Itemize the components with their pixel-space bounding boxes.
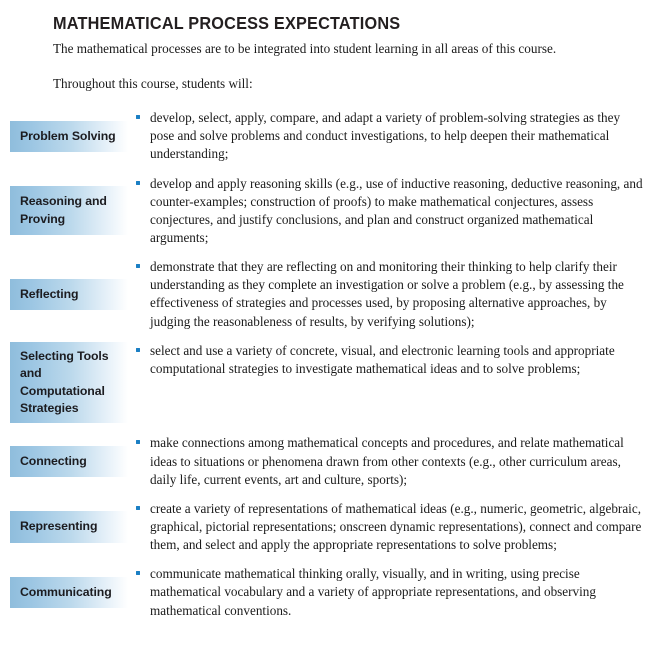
process-row-representing — [0, 500, 655, 554]
bullet-dot-icon — [136, 506, 140, 510]
bullet-item — [136, 109, 645, 163]
process-text-connecting: make connections among mathematical concepts and procedures, and relate mathematical ideas to situations or phenomena drawn from other contexts (e.g., other curriculum areas, daily life, current events, art and culture, sports); — [150, 435, 624, 487]
page-title: MATHEMATICAL PROCESS EXPECTATIONS — [53, 13, 401, 33]
process-text-reflecting: demonstrate that they are reflecting on and monitoring their thinking to help clarify their understanding as they complete an investigation or solve a problem (e.g., by assessing the effectiveness of strategies and processes used, by proposing alternative approaches, by judging the reasonableness of results, by verifying solutions); — [150, 259, 624, 329]
process-list — [0, 109, 655, 620]
bullet-dot-icon — [136, 348, 140, 352]
process-label-reasoning-and-proving: Reasoning and Proving — [10, 186, 128, 235]
intro-paragraph-1: The mathematical processes are to be integrated into student learning in all areas of this course. — [53, 41, 557, 57]
bullet-dot-icon — [136, 571, 140, 575]
process-row-reasoning-and-proving — [0, 175, 655, 248]
process-text-problem-solving: develop, select, apply, compare, and adapt a variety of problem-solving strategies as they pose and solve problems and conduct investigations, to help deepen their mathematical understanding; — [150, 110, 621, 162]
process-text-communicating: communicate mathematical thinking orally, visually, and in writing, using precise mathematical vocabulary and a variety of appropriate representations, and observing mathematical conventions. — [150, 566, 596, 618]
body-cell — [128, 565, 655, 619]
body-cell — [128, 434, 655, 488]
process-row-connecting — [0, 434, 655, 488]
bullet-item — [136, 500, 645, 554]
label-cell — [0, 500, 128, 554]
body-cell — [128, 109, 655, 163]
body-cell — [128, 258, 655, 331]
process-label-selecting-tools: Selecting Tools and Computational Strategies — [10, 342, 128, 424]
label-cell — [0, 258, 128, 331]
process-row-problem-solving — [0, 109, 655, 163]
bullet-dot-icon — [136, 264, 140, 268]
label-cell — [0, 565, 128, 619]
process-label-communicating: Communicating — [10, 577, 128, 608]
process-row-reflecting — [0, 258, 655, 331]
bullet-item — [136, 342, 645, 378]
process-row-communicating — [0, 565, 655, 619]
process-text-representing: create a variety of representations of mathematical ideas (e.g., numeric, geometric, algebraic, graphical, pictorial representations; onscreen dynamic representations), connect and compare them, and select and apply the appropriate representations to solve problems; — [150, 500, 642, 553]
bullet-dot-icon — [136, 440, 140, 444]
body-cell — [128, 342, 655, 424]
process-label-representing: Representing — [10, 511, 128, 542]
label-cell — [0, 434, 128, 488]
bullet-dot-icon — [136, 181, 140, 185]
process-label-reflecting: Reflecting — [10, 279, 128, 310]
body-cell — [128, 500, 655, 554]
bullet-item — [136, 434, 645, 488]
label-cell — [0, 342, 128, 424]
process-label-connecting: Connecting — [10, 446, 128, 477]
bullet-dot-icon — [136, 115, 140, 119]
process-row-selecting-tools — [0, 342, 655, 424]
label-cell — [0, 109, 128, 163]
process-label-problem-solving: Problem Solving — [10, 121, 128, 152]
header-block — [0, 0, 655, 92]
bullet-item — [136, 258, 645, 331]
bullet-item — [136, 175, 645, 248]
process-text-selecting-tools: select and use a variety of concrete, visual, and electronic learning tools and appropriate computational strategies to investigate mathematical ideas and to solve problems; — [150, 342, 615, 376]
bullet-item — [136, 565, 645, 619]
body-cell — [128, 175, 655, 248]
intro-paragraph-2: Throughout this course, students will: — [53, 75, 253, 91]
label-cell — [0, 175, 128, 248]
process-text-reasoning-and-proving: develop and apply reasoning skills (e.g., use of inductive reasoning, deductive reasoning, and counter-examples; construction of proofs) to make mathematical conjectures, assess conjectures, and justify conclusions, and plan and construct organized mathematical arguments; — [150, 175, 643, 245]
